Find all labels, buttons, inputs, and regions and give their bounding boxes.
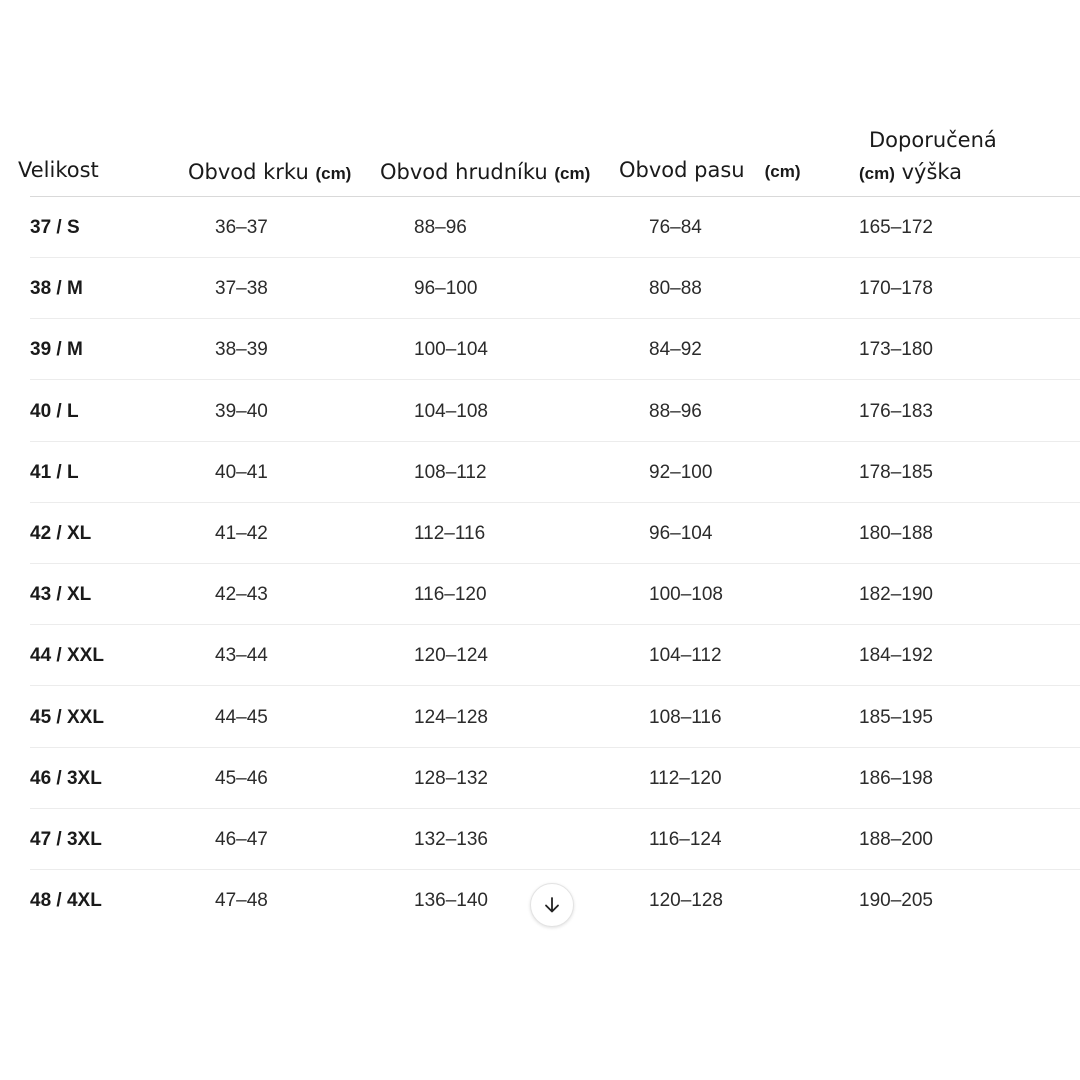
- table-row: [30, 503, 1080, 564]
- cell-chest: 120–124: [414, 645, 488, 667]
- header-chest: [380, 160, 590, 184]
- cell-neck: 40–41: [215, 461, 268, 483]
- table-row: [30, 564, 1080, 625]
- cell-height: 186–198: [859, 767, 933, 789]
- cell-size: 37 / S: [30, 217, 80, 238]
- cell-waist: 108–116: [649, 706, 722, 728]
- cell-chest: 96–100: [414, 278, 478, 300]
- arrow-down-icon: [541, 894, 563, 916]
- cell-height: 176–183: [859, 400, 933, 422]
- cell-size: 38 / M: [30, 278, 83, 300]
- cell-neck: 45–46: [215, 767, 268, 789]
- cell-size: 45 / XXL: [30, 706, 104, 728]
- header-neck-label: Obvod krku: [188, 160, 309, 184]
- table-row: [30, 809, 1080, 870]
- cell-neck: 41–42: [215, 523, 268, 544]
- cell-waist: 76–84: [649, 217, 702, 238]
- cell-size: 48 / 4XL: [30, 890, 102, 912]
- cell-size: 40 / L: [30, 400, 79, 422]
- table-row: [30, 687, 1080, 748]
- cell-chest: 108–112: [414, 461, 487, 483]
- table-row: [30, 748, 1080, 809]
- cell-neck: 46–47: [215, 829, 268, 850]
- cell-height: 188–200: [859, 829, 933, 850]
- cell-waist: 104–112: [649, 645, 722, 667]
- cell-waist: 116–124: [649, 829, 722, 850]
- cell-height: 184–192: [859, 645, 933, 667]
- header-height-unit: (cm): [859, 164, 895, 183]
- header-waist: [619, 158, 801, 182]
- cell-waist: 112–120: [649, 767, 722, 789]
- cell-neck: 42–43: [215, 584, 268, 606]
- cell-waist: 120–128: [649, 890, 723, 912]
- header-height-line1: Doporučená: [869, 128, 997, 152]
- cell-size: 47 / 3XL: [30, 829, 102, 850]
- cell-neck: 37–38: [215, 278, 268, 300]
- cell-neck: 44–45: [215, 706, 268, 728]
- cell-size: 44 / XXL: [30, 645, 104, 667]
- cell-neck: 43–44: [215, 645, 268, 667]
- header-neck-unit: (cm): [315, 164, 352, 183]
- header-waist-unit: (cm): [764, 162, 801, 181]
- cell-waist: 80–88: [649, 278, 702, 300]
- cell-chest: 128–132: [414, 767, 488, 789]
- cell-neck: 47–48: [215, 890, 268, 912]
- table-row: [30, 197, 1080, 258]
- cell-size: 42 / XL: [30, 523, 92, 544]
- table-row: [30, 258, 1080, 319]
- cell-waist: 96–104: [649, 523, 713, 544]
- header-height-line2: [859, 160, 962, 184]
- cell-waist: 88–96: [649, 400, 702, 422]
- header-chest-label: Obvod hrudníku: [380, 160, 548, 184]
- table-row: [30, 319, 1080, 380]
- header-chest-unit: (cm): [554, 164, 591, 183]
- table-row: [30, 625, 1080, 686]
- cell-height: 178–185: [859, 461, 933, 483]
- cell-height: 165–172: [859, 217, 933, 238]
- cell-size: 43 / XL: [30, 584, 92, 606]
- cell-height: 190–205: [859, 890, 933, 912]
- cell-chest: 104–108: [414, 400, 488, 422]
- cell-chest: 136–140: [414, 890, 488, 912]
- cell-neck: 39–40: [215, 400, 268, 422]
- cell-neck: 36–37: [215, 217, 268, 238]
- header-neck: [188, 160, 351, 184]
- cell-size: 46 / 3XL: [30, 767, 102, 789]
- cell-height: 173–180: [859, 339, 933, 361]
- cell-waist: 84–92: [649, 339, 702, 361]
- cell-chest: 112–116: [414, 523, 486, 544]
- cell-height: 185–195: [859, 706, 933, 728]
- cell-chest: 100–104: [414, 339, 488, 361]
- cell-waist: 100–108: [649, 584, 723, 606]
- table-row: [30, 381, 1080, 442]
- header-waist-label: Obvod pasu: [619, 158, 745, 182]
- scroll-down-button[interactable]: [530, 883, 574, 927]
- cell-chest: 88–96: [414, 217, 467, 238]
- cell-chest: 132–136: [414, 829, 488, 850]
- cell-waist: 92–100: [649, 461, 713, 483]
- header-size: Velikost: [18, 158, 99, 182]
- cell-height: 170–178: [859, 278, 933, 300]
- cell-chest: 124–128: [414, 706, 488, 728]
- header-height-label: výška: [901, 160, 963, 184]
- cell-size: 39 / M: [30, 339, 83, 361]
- cell-size: 41 / L: [30, 461, 79, 483]
- cell-chest: 116–120: [414, 584, 487, 606]
- cell-height: 180–188: [859, 523, 933, 544]
- cell-neck: 38–39: [215, 339, 268, 361]
- cell-height: 182–190: [859, 584, 933, 606]
- table-row: [30, 442, 1080, 503]
